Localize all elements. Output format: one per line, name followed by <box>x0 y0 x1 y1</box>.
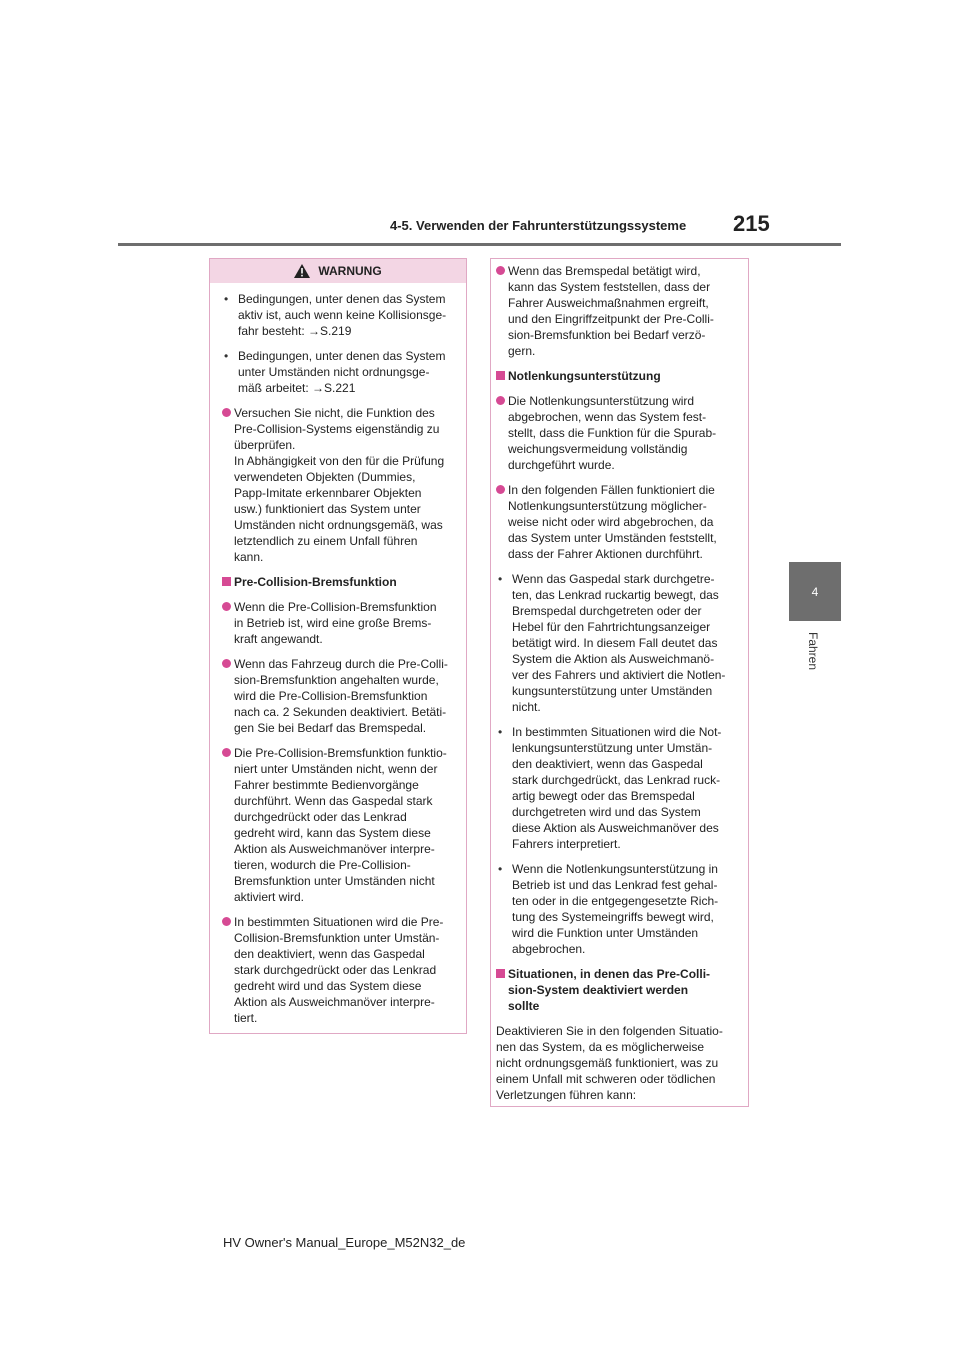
warning-subheading: Notlenkungsunterstützung <box>496 368 740 384</box>
warning-item: • Bedingungen, unter denen das System aktiv ist, auch wenn keine Kollisionsge- fahr besteht: →S.219 <box>222 291 454 339</box>
warning-continuation-box <box>490 258 749 1107</box>
warning-item: • In bestimmten Situationen wird die Not- lenkungsunterstützung unter Umstän- den deaktiviert, wenn das Gaspedal stark durchgedrückt, das Lenkrad ruck- artig bewegt oder das Bremspedal durchgetreten wird und das System diese Aktion als Ausweichmanöver des Fahrers interpretiert. <box>496 724 740 852</box>
warning-item: Wenn das Fahrzeug durch die Pre-Colli- sion-Bremsfunktion angehalten wurde, wird die Pre-Collision-Bremsfunktion nach ca. 2 Sekunden deaktiviert. Betäti- gen Sie bei Bedarf das Bremspedal. <box>222 656 454 736</box>
warning-item: Wenn die Pre-Collision-Bremsfunktion in Betrieb ist, wird eine große Brems- kraft angewandt. <box>222 599 454 647</box>
warning-box <box>209 258 467 1034</box>
warning-item: Versuchen Sie nicht, die Funktion des Pre-Collision-Systems eigenständig zu überprüfen. In Abhängigkeit von den für die Prüfung verwendeten Objekten (Dummies, Papp-Imitate erkennbarer Objekten usw.) funktioniert das System unter Umständen nicht ordnungsgemäß, was letztendlich zu einem Unfall führen kann. <box>222 405 454 565</box>
warning-triangle-icon <box>294 264 310 278</box>
warning-item: Die Pre-Collision-Bremsfunktion funktio- niert unter Umständen nicht, wenn der Fahrer bestimmte Bedienvorgänge durchführt. Wenn das Gaspedal stark durchgedrückt oder das Lenkrad gedreht wird, kann das System diese Aktion als Ausweichmanöver interpre- tieren, wodurch die Pre-Collision- Bremsfunktion unter Umständen nicht aktiviert wird. <box>222 745 454 905</box>
warning-item: Wenn das Bremspedal betätigt wird, kann das System feststellen, dass der Fahrer Ausweichmaßnahmen ergreift, und den Eingriffzeitpunkt der Pre-Colli- sion-Bremsfunktion bei Bedarf verzö- gern. <box>496 263 740 359</box>
warning-title: WARNUNG <box>318 264 382 278</box>
chapter-label: Fahren <box>806 632 820 671</box>
footer-manual-id: HV Owner's Manual_Europe_M52N32_de <box>223 1235 466 1250</box>
continuation-content <box>491 259 748 1103</box>
section-title: 4-5. Verwenden der Fahrunterstützungssysteme <box>390 218 687 233</box>
warning-paragraph: Deaktivieren Sie in den folgenden Situatio- nen das System, da es möglicherweise nicht ordnungsgemäß funktioniert, was zu einem Unfall mit schweren oder tödlichen Verletzungen führen kann: <box>496 1024 723 1102</box>
warning-item: In bestimmten Situationen wird die Pre- Collision-Bremsfunktion unter Umstän- den deaktiviert, wenn das Gaspedal stark durchgedrückt oder das Lenkrad gedreht wird und das System diese Aktion als Ausweichmanöver interpre- tiert. <box>222 914 454 1026</box>
warning-item: • Wenn das Gaspedal stark durchgetre- ten, das Lenkrad ruckartig bewegt, das Bremspedal durchgetreten oder der Hebel für den Fahrtrichtungsanzeiger betätigt wird. In diesem Fall deutet das System die Aktion als Ausweichmanö- ver des Fahrers und aktiviert die Notlen- kungsunterstützung unter Umständen nicht. <box>496 571 740 715</box>
chapter-tab[interactable] <box>789 562 841 621</box>
warning-content <box>210 283 466 1026</box>
warning-item: Die Notlenkungsunterstützung wird abgebrochen, wenn das System fest- stellt, dass die Funktion für die Spurab- weichungsvermeidung vollständig durchgeführt wurde. <box>496 393 740 473</box>
warning-header <box>210 259 466 283</box>
warning-subheading: Situationen, in denen das Pre-Colli- sion-System deaktiviert werden sollte <box>496 966 740 1014</box>
warning-subheading: Pre-Collision-Bremsfunktion <box>222 574 454 590</box>
page-number: 215 <box>733 211 770 236</box>
chapter-number: 4 <box>811 584 819 599</box>
warning-item: In den folgenden Fällen funktioniert die Notlenkungsunterstützung möglicher- weise nicht oder wird abgebrochen, da das System unter Umständen feststellt, dass der Fahrer Aktionen durchführt. <box>496 482 740 562</box>
warning-item: • Wenn die Notlenkungsunterstützung in Betrieb ist und das Lenkrad fest gehal- ten oder in die entgegengesetzte Rich- tung des Systemeingriffs bewegt wird, wird die Funktion unter Umständen abgebrochen. <box>496 861 740 957</box>
warning-item: • Bedingungen, unter denen das System unter Umständen nicht ordnungsge- mäß arbeitet: →S.221 <box>222 348 454 396</box>
header-divider <box>118 243 841 246</box>
